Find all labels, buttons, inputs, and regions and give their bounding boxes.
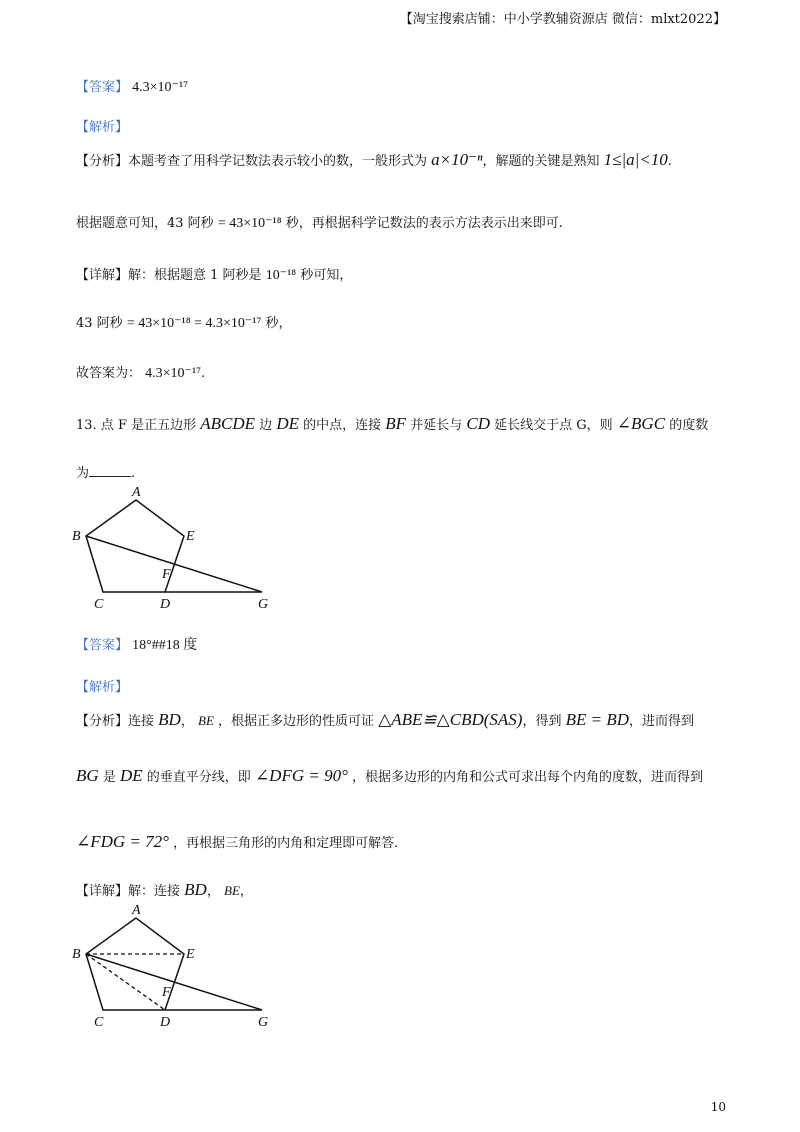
line-bg	[86, 536, 262, 592]
text: ，	[180, 714, 194, 729]
fenxi-text: 本题考查了用科学记数法表示较小的数，一般形式为	[128, 154, 428, 169]
text: ，进而得到	[629, 714, 695, 729]
text: 连接	[128, 714, 155, 729]
answer-tag: 【答案】	[76, 80, 129, 95]
label-b: B	[72, 947, 81, 962]
text: 解：连接	[128, 884, 181, 899]
line-bg	[86, 954, 262, 1010]
label-a: A	[132, 485, 141, 500]
q13-fenxi-line3	[76, 832, 398, 852]
fenxi-text: ，解题的关键是熟知	[482, 154, 600, 169]
text: ，	[206, 884, 220, 899]
period: .	[131, 466, 136, 481]
math: ∠DFG = 90°	[254, 766, 348, 785]
label-c: C	[94, 597, 104, 612]
formula: 1≤|a|<10	[603, 150, 668, 169]
pentagon-figure-dashed	[66, 898, 286, 1038]
text: ，	[239, 884, 253, 899]
label-e: E	[186, 529, 195, 544]
label-g: G	[258, 597, 269, 612]
answer-blank	[89, 466, 131, 477]
text: 边	[259, 418, 273, 433]
q12-line2	[76, 212, 563, 232]
formula: = 43×10⁻¹⁸	[217, 216, 282, 231]
label-a: A	[132, 903, 141, 918]
q13-answer-line	[76, 634, 197, 654]
text: 的度数	[669, 418, 709, 433]
text: ，再根据三角形的内角和定理即可解答.	[173, 836, 399, 851]
pentagon-figure	[66, 480, 286, 620]
detail-tag: 【详解】	[76, 884, 129, 899]
formula: 4.3×10⁻¹⁷	[145, 366, 202, 381]
dashed-bd	[86, 954, 165, 1010]
text: 为	[76, 466, 90, 481]
answer-tag: 【答案】	[76, 638, 129, 653]
math: BD	[184, 880, 207, 899]
q13-stem-line1	[76, 414, 708, 434]
fenxi-tag: 【分析】	[76, 154, 129, 169]
q13-detail-line	[76, 880, 253, 900]
label-g: G	[258, 1015, 269, 1030]
math: △ABE≌△CBD(SAS)	[378, 710, 523, 729]
text: 解：根据题意 1 阿秒是	[128, 268, 262, 283]
label-b: B	[72, 529, 81, 544]
math: ∠BGC	[616, 414, 666, 433]
period: .	[667, 154, 672, 169]
formula: a×10⁻ⁿ	[431, 150, 483, 169]
text: 秒，	[265, 316, 292, 331]
math: BF	[385, 414, 407, 433]
analysis-tag: 【解析】	[76, 680, 129, 695]
text: 是	[102, 770, 116, 785]
text: 故答案为：	[76, 366, 142, 381]
math: DE	[119, 766, 143, 785]
label-d: D	[160, 597, 171, 612]
formula: 10⁻¹⁸	[265, 268, 297, 283]
q12-step-line	[76, 312, 292, 332]
text: 的中点，连接	[303, 418, 382, 433]
fenxi-tag: 【分析】	[76, 714, 129, 729]
text: ，根据正多边形的性质可证	[218, 714, 375, 729]
page-number: 10	[710, 1100, 726, 1114]
math: BE	[198, 713, 214, 728]
q12-answer-line	[76, 76, 188, 96]
text: 秒，再根据科学记数法的表示方法表示出来即可.	[285, 216, 563, 231]
label-e: E	[186, 947, 195, 962]
text: 43 阿秒	[76, 316, 123, 331]
label-f: F	[162, 985, 171, 1000]
analysis-tag: 【解析】	[76, 120, 129, 135]
math: CD	[466, 414, 490, 433]
q13-stem-line2	[76, 462, 135, 481]
label-c: C	[94, 1015, 104, 1030]
math: ABCDE	[200, 414, 256, 433]
q12-detail-line	[76, 264, 352, 284]
text: 并延长与	[410, 418, 463, 433]
text: ，得到	[522, 714, 562, 729]
q13-fenxi-line1	[76, 710, 694, 730]
math: BD	[158, 710, 181, 729]
text: 秒可知，	[300, 268, 353, 283]
math: DE	[276, 414, 299, 433]
q12-fenxi-line	[76, 150, 672, 170]
math: BE	[224, 883, 240, 898]
q13-fenxi-line2	[76, 766, 703, 786]
math: ∠FDG = 72°	[76, 832, 169, 851]
text: 延长线交于点 G，则	[494, 418, 613, 433]
detail-tag: 【详解】	[76, 268, 129, 283]
text: 根据题意可知，43 阿秒	[76, 216, 214, 231]
formula: = 43×10⁻¹⁸ = 4.3×10⁻¹⁷	[126, 316, 262, 331]
math: BG	[76, 766, 99, 785]
label-f: F	[162, 567, 171, 582]
label-d: D	[160, 1015, 171, 1030]
header-shop-note: 【淘宝搜索店铺：中小学教辅资源店 微信：mlxt2022】	[399, 12, 726, 27]
text: 13. 点 F 是正五边形	[76, 418, 197, 433]
answer-value: 4.3×10⁻¹⁷	[132, 80, 189, 95]
math: BE = BD	[565, 710, 630, 729]
q12-final-line	[76, 362, 205, 382]
period: .	[201, 366, 206, 381]
text: ，根据多边形的内角和公式可求出每个内角的度数，进而得到	[352, 770, 704, 785]
text: 的垂直平分线，即	[146, 770, 251, 785]
answer-value: 18°##18 度	[132, 638, 198, 653]
